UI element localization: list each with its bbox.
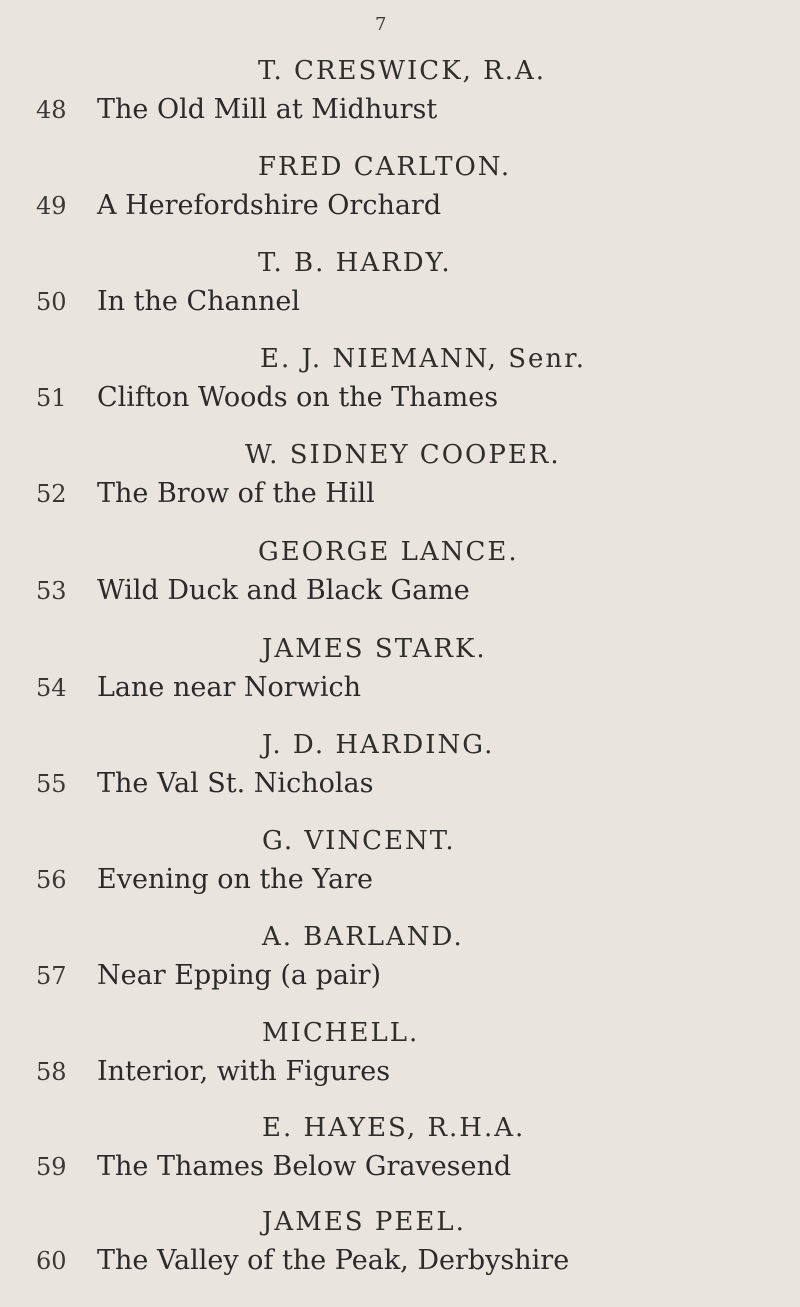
lot-number: 48 (36, 96, 67, 124)
artwork-title: Lane near Norwich (97, 672, 361, 703)
artist-name: JAMES PEEL. (262, 1207, 466, 1237)
artist-name: T. CRESWICK, R.A. (258, 56, 547, 86)
catalogue-entry (0, 634, 800, 734)
lot-number: 50 (36, 288, 67, 316)
artist-name: E. J. NIEMANN, Senr. (260, 344, 586, 374)
catalogue-entry (0, 730, 800, 830)
artist-name: GEORGE LANCE. (258, 537, 519, 567)
artwork-title: A Herefordshire Orchard (97, 190, 442, 221)
artwork-title: The Thames Below Gravesend (97, 1151, 512, 1182)
artist-name: J. D. HARDING. (262, 730, 495, 760)
artwork-title: Near Epping (a pair) (97, 960, 382, 991)
artist-name: MICHELL. (262, 1018, 420, 1048)
lot-number: 60 (36, 1247, 67, 1275)
catalogue-entry (0, 1207, 800, 1307)
page-number: 7 (375, 14, 387, 35)
lot-number: 55 (36, 770, 67, 798)
catalogue-entry (0, 1018, 800, 1118)
artist-name: T. B. HARDY. (258, 248, 452, 278)
lot-number: 58 (36, 1058, 67, 1086)
artwork-title: Wild Duck and Black Game (97, 575, 470, 606)
artwork-title: The Old Mill at Midhurst (97, 94, 438, 125)
catalogue-entry (0, 537, 800, 637)
artist-name: W. SIDNEY COOPER. (245, 440, 561, 470)
lot-number: 57 (36, 962, 67, 990)
catalogue-entry (0, 248, 800, 348)
lot-number: 52 (36, 480, 67, 508)
artwork-title: The Brow of the Hill (97, 478, 375, 509)
artist-name: FRED CARLTON. (258, 152, 512, 182)
artist-name: JAMES STARK. (262, 634, 487, 664)
artist-name: E. HAYES, R.H.A. (262, 1113, 526, 1143)
catalogue-entry (0, 56, 800, 156)
catalogue-entry (0, 344, 800, 444)
lot-number: 53 (36, 577, 67, 605)
artwork-title: Evening on the Yare (97, 864, 373, 895)
catalogue-entry (0, 440, 800, 540)
catalogue-entry (0, 922, 800, 1022)
lot-number: 49 (36, 192, 67, 220)
artist-name: G. VINCENT. (262, 826, 456, 856)
lot-number: 59 (36, 1153, 67, 1181)
artwork-title: Clifton Woods on the Thames (97, 382, 499, 413)
artwork-title: The Valley of the Peak, Derbyshire (97, 1245, 570, 1276)
lot-number: 51 (36, 384, 67, 412)
artist-name: A. BARLAND. (262, 922, 464, 952)
catalogue-entry (0, 1113, 800, 1213)
artwork-title: The Val St. Nicholas (97, 768, 374, 799)
artwork-title: In the Channel (97, 286, 300, 317)
catalogue-entry (0, 826, 800, 926)
artwork-title: Interior, with Figures (97, 1056, 391, 1087)
catalogue-entry (0, 152, 800, 252)
lot-number: 56 (36, 866, 67, 894)
lot-number: 54 (36, 674, 67, 702)
